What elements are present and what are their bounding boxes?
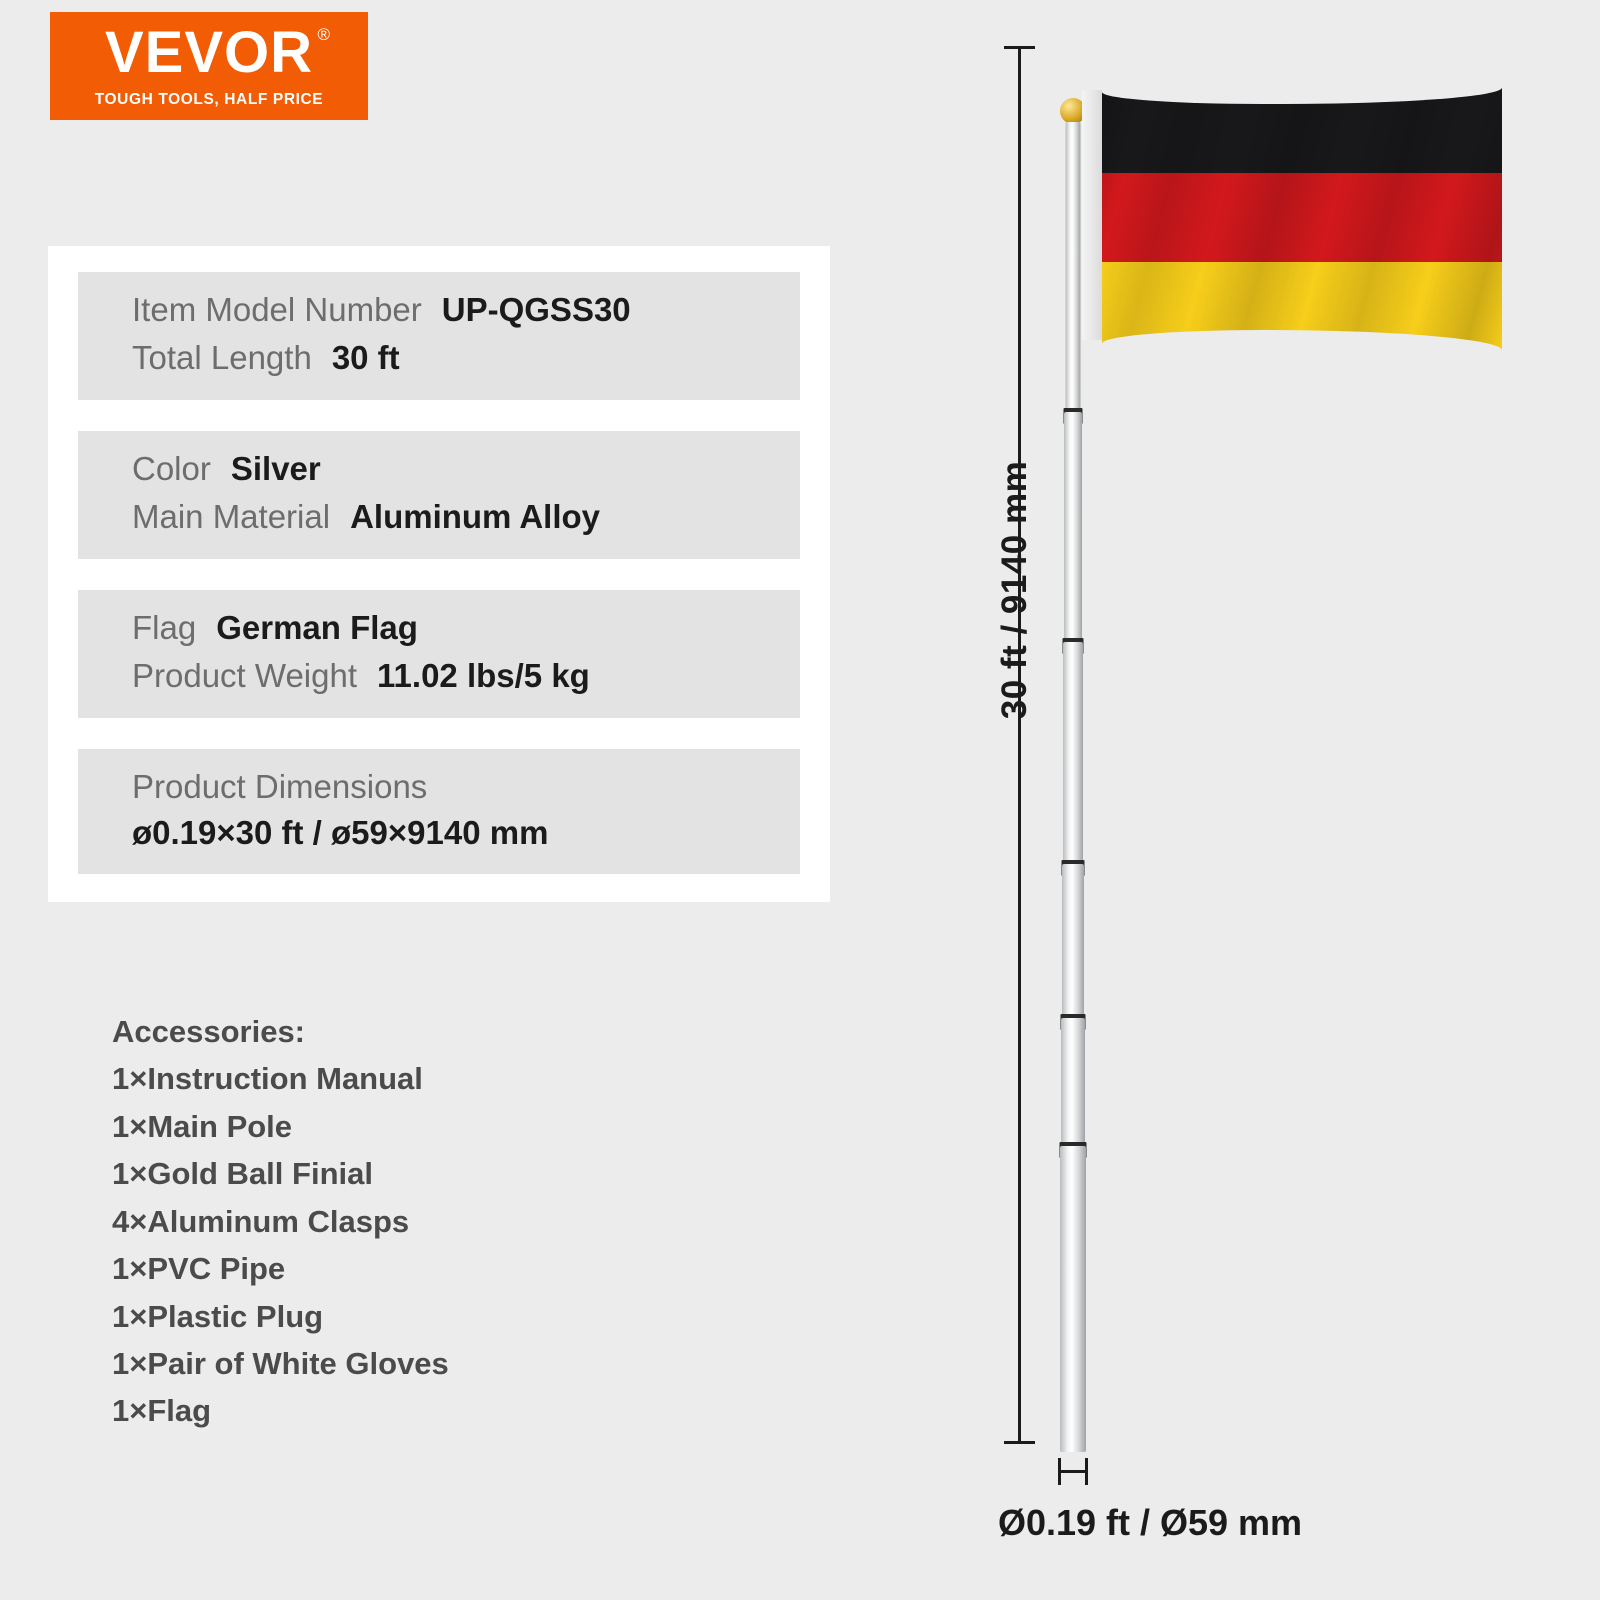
spec-value-flag: German Flag: [216, 609, 418, 646]
accessories-title: Accessories:: [112, 1014, 306, 1049]
diameter-dimension-line: [1058, 1470, 1088, 1473]
spec-label-total-length: Total Length: [132, 339, 312, 376]
spec-label-flag: Flag: [132, 609, 197, 646]
specification-card: [48, 246, 830, 902]
spec-group-identity: [78, 272, 800, 400]
accessory-item: 1×Main Pole: [112, 1108, 293, 1144]
accessory-item: 1×Pair of White Gloves: [112, 1345, 449, 1381]
height-dimension-cap-bottom: [1004, 1441, 1035, 1444]
pole-segment: [1066, 122, 1081, 422]
accessory-item: 1×Plastic Plug: [112, 1298, 324, 1334]
brand-name: [104, 19, 332, 85]
spec-value-dimensions: ø0.19×30 ft / ø59×9140 mm: [132, 814, 549, 851]
spec-row-total-length: [78, 334, 800, 382]
german-flag: [1082, 74, 1502, 364]
diameter-dimension-label: Ø0.19 ft / Ø59 mm: [997, 1502, 1303, 1543]
spec-value-model: UP-QGSS30: [441, 291, 631, 328]
accessory-item: 1×Instruction Manual: [112, 1061, 423, 1097]
height-dimension-label: 30 ft / 9140 mm: [995, 460, 1034, 720]
spec-row-dimensions: [78, 763, 800, 856]
spec-value-main-material: Aluminum Alloy: [350, 498, 601, 535]
registered-mark: ®: [317, 24, 332, 44]
height-dimension-cap-top: [1004, 46, 1035, 49]
spec-row-weight: [78, 652, 800, 700]
spec-group-material: [78, 431, 800, 559]
accessory-item: 1×Flag: [112, 1393, 212, 1429]
spec-value-total-length: 30 ft: [331, 339, 400, 376]
product-illustration: [930, 0, 1600, 1600]
spec-group-dimensions: [78, 749, 800, 874]
accessories-block: [112, 1008, 449, 1435]
pole-segment: [1060, 1146, 1086, 1452]
spec-row-color: [78, 445, 800, 493]
spec-label-main-material: Main Material: [132, 498, 331, 535]
pole-segment: [1061, 1018, 1085, 1150]
pole-segment: [1064, 412, 1082, 658]
spec-value-weight: 11.02 lbs/5 kg: [377, 657, 590, 694]
flag-body: [1102, 84, 1502, 352]
spec-label-dimensions: Product Dimensions: [132, 768, 428, 805]
pole-segment: [1063, 642, 1083, 872]
spec-label-model: Item Model Number: [132, 291, 422, 328]
brand-logo: [50, 12, 368, 120]
spec-value-color: Silver: [230, 450, 321, 487]
spec-row-model: [78, 286, 800, 334]
spec-group-flag-weight: [78, 590, 800, 718]
pole-segment: [1062, 864, 1084, 1024]
accessory-item: 1×Gold Ball Finial: [112, 1156, 373, 1192]
spec-label-weight: Product Weight: [132, 657, 358, 694]
spec-row-flag: [78, 604, 800, 652]
accessory-item: 1×PVC Pipe: [112, 1251, 286, 1287]
flag-fabric-shading: [1102, 84, 1502, 352]
spec-label-color: Color: [132, 450, 211, 487]
brand-tagline: TOUGH TOOLS, HALF PRICE: [94, 90, 324, 108]
accessory-item: 4×Aluminum Clasps: [112, 1203, 410, 1239]
flag-sleeve: [1082, 90, 1104, 340]
brand-name-text: VEVOR: [104, 19, 314, 85]
spec-row-main-material: [78, 493, 800, 541]
